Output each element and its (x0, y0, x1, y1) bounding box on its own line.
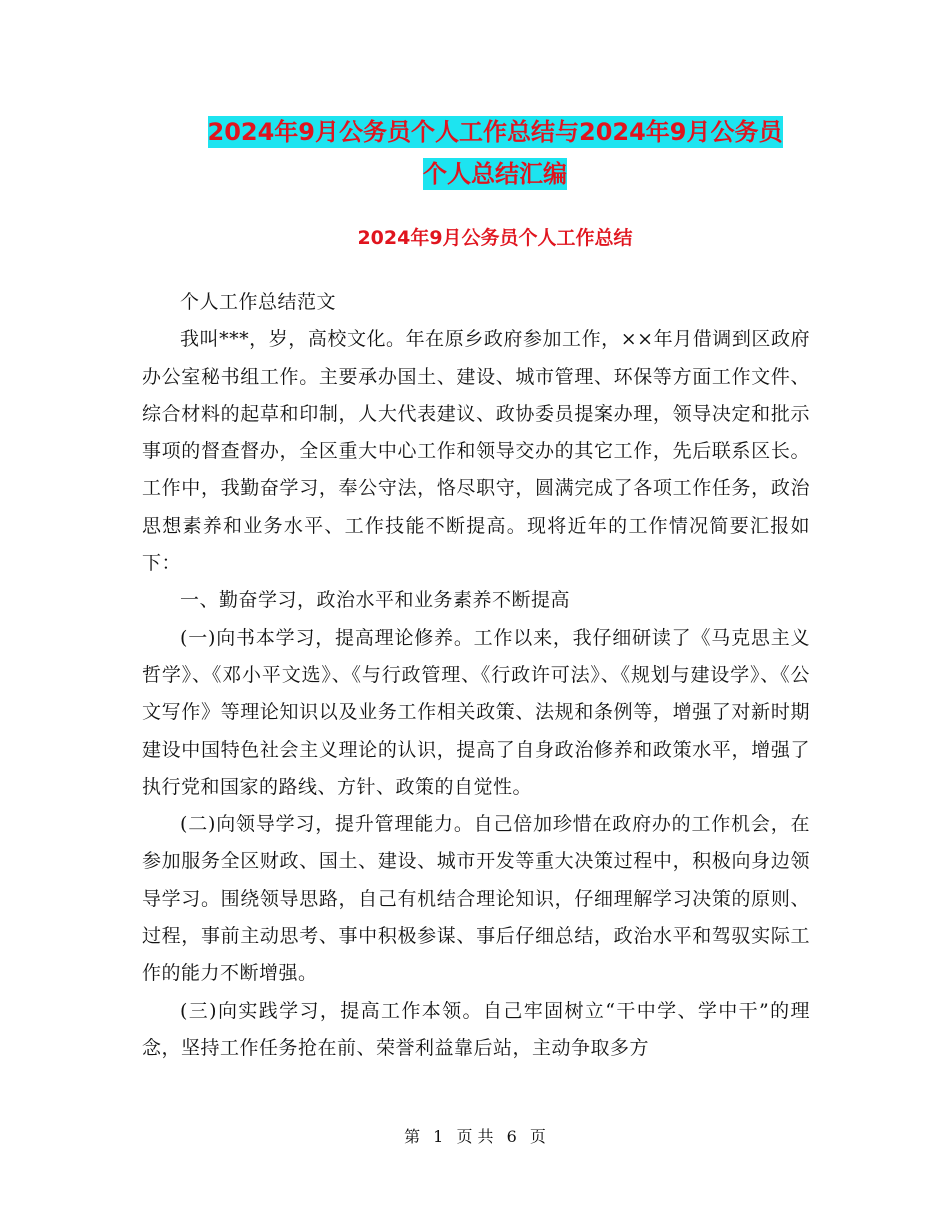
section-title: 2024年9月公务员个人工作总结 (357, 227, 633, 249)
page-footer (0, 1127, 950, 1147)
footer-prefix: 第 (404, 1127, 421, 1146)
title-highlight: 个人总结汇编 (423, 160, 567, 188)
footer-page-number: 1 (433, 1127, 444, 1146)
document-title-line-2 (140, 154, 850, 194)
paragraph: 我叫***，岁，高校文化。年在原乡政府参加工作，××年月借调到区政府办公室秘书组工作。主要承办国土、建设、城市管理、环保等方面工作文件、综合材料的起草和印制，人大代表建议、政协委员提案办理，领导决定和批示事项的督查督办，全区重大中心工作和领导交办的其它工作，先后联系区长。工作中，我勤奋学习，奉公守法，恪尽职守，圆满完成了各项工作任务，政治思想素养和业务水平、工作技能不断提高。现将近年的工作情况简要汇报如下： (142, 328, 810, 575)
title-highlight: 2024年9月公务员个人工作总结与2024年9月公务员 (207, 118, 783, 146)
paragraph: 个人工作总结范文 (180, 291, 337, 313)
document-body (142, 284, 810, 1067)
paragraph: 一、勤奋学习，政治水平和业务素养不断提高 (180, 589, 571, 612)
document-title-line-1 (140, 112, 850, 152)
footer-suffix: 页 (529, 1127, 546, 1146)
paragraph: (二)向领导学习，提升管理能力。自己倍加珍惜在政府办的工作机会，在参加服务全区财政、国土、建设、城市开发等重大决策过程中，积极向身边领导学习。围绕领导思路，自己有机结合理论知识，仔细理解学习决策的原则、过程，事前主动思考、事中积极参谋、事后仔细总结，政治水平和驾驭实际工作的能力不断增强。 (142, 813, 810, 985)
paragraph: (一)向书本学习，提高理论修养。工作以来，我仔细研读了《马克思主义哲学》、《邓小平文选》、《与行政管理、《行政许可法》、《规划与建设学》、《公文写作》等理论知识以及业务工作相关政策、法规和条例等，增强了对新时期建设中国特色社会主义理论的认识，提高了自身政治修养和政策水平，增强了执行党和国家的路线、方针、政策的自觉性。 (142, 626, 810, 798)
footer-total-pages: 6 (506, 1127, 517, 1146)
paragraph: (三)向实践学习，提高工作本领。自己牢固树立“干中学、学中干”的理念，坚持工作任务抢在前、荣誉利益靠后站，主动争取多方 (142, 999, 810, 1059)
footer-mid: 页 共 (456, 1127, 494, 1146)
